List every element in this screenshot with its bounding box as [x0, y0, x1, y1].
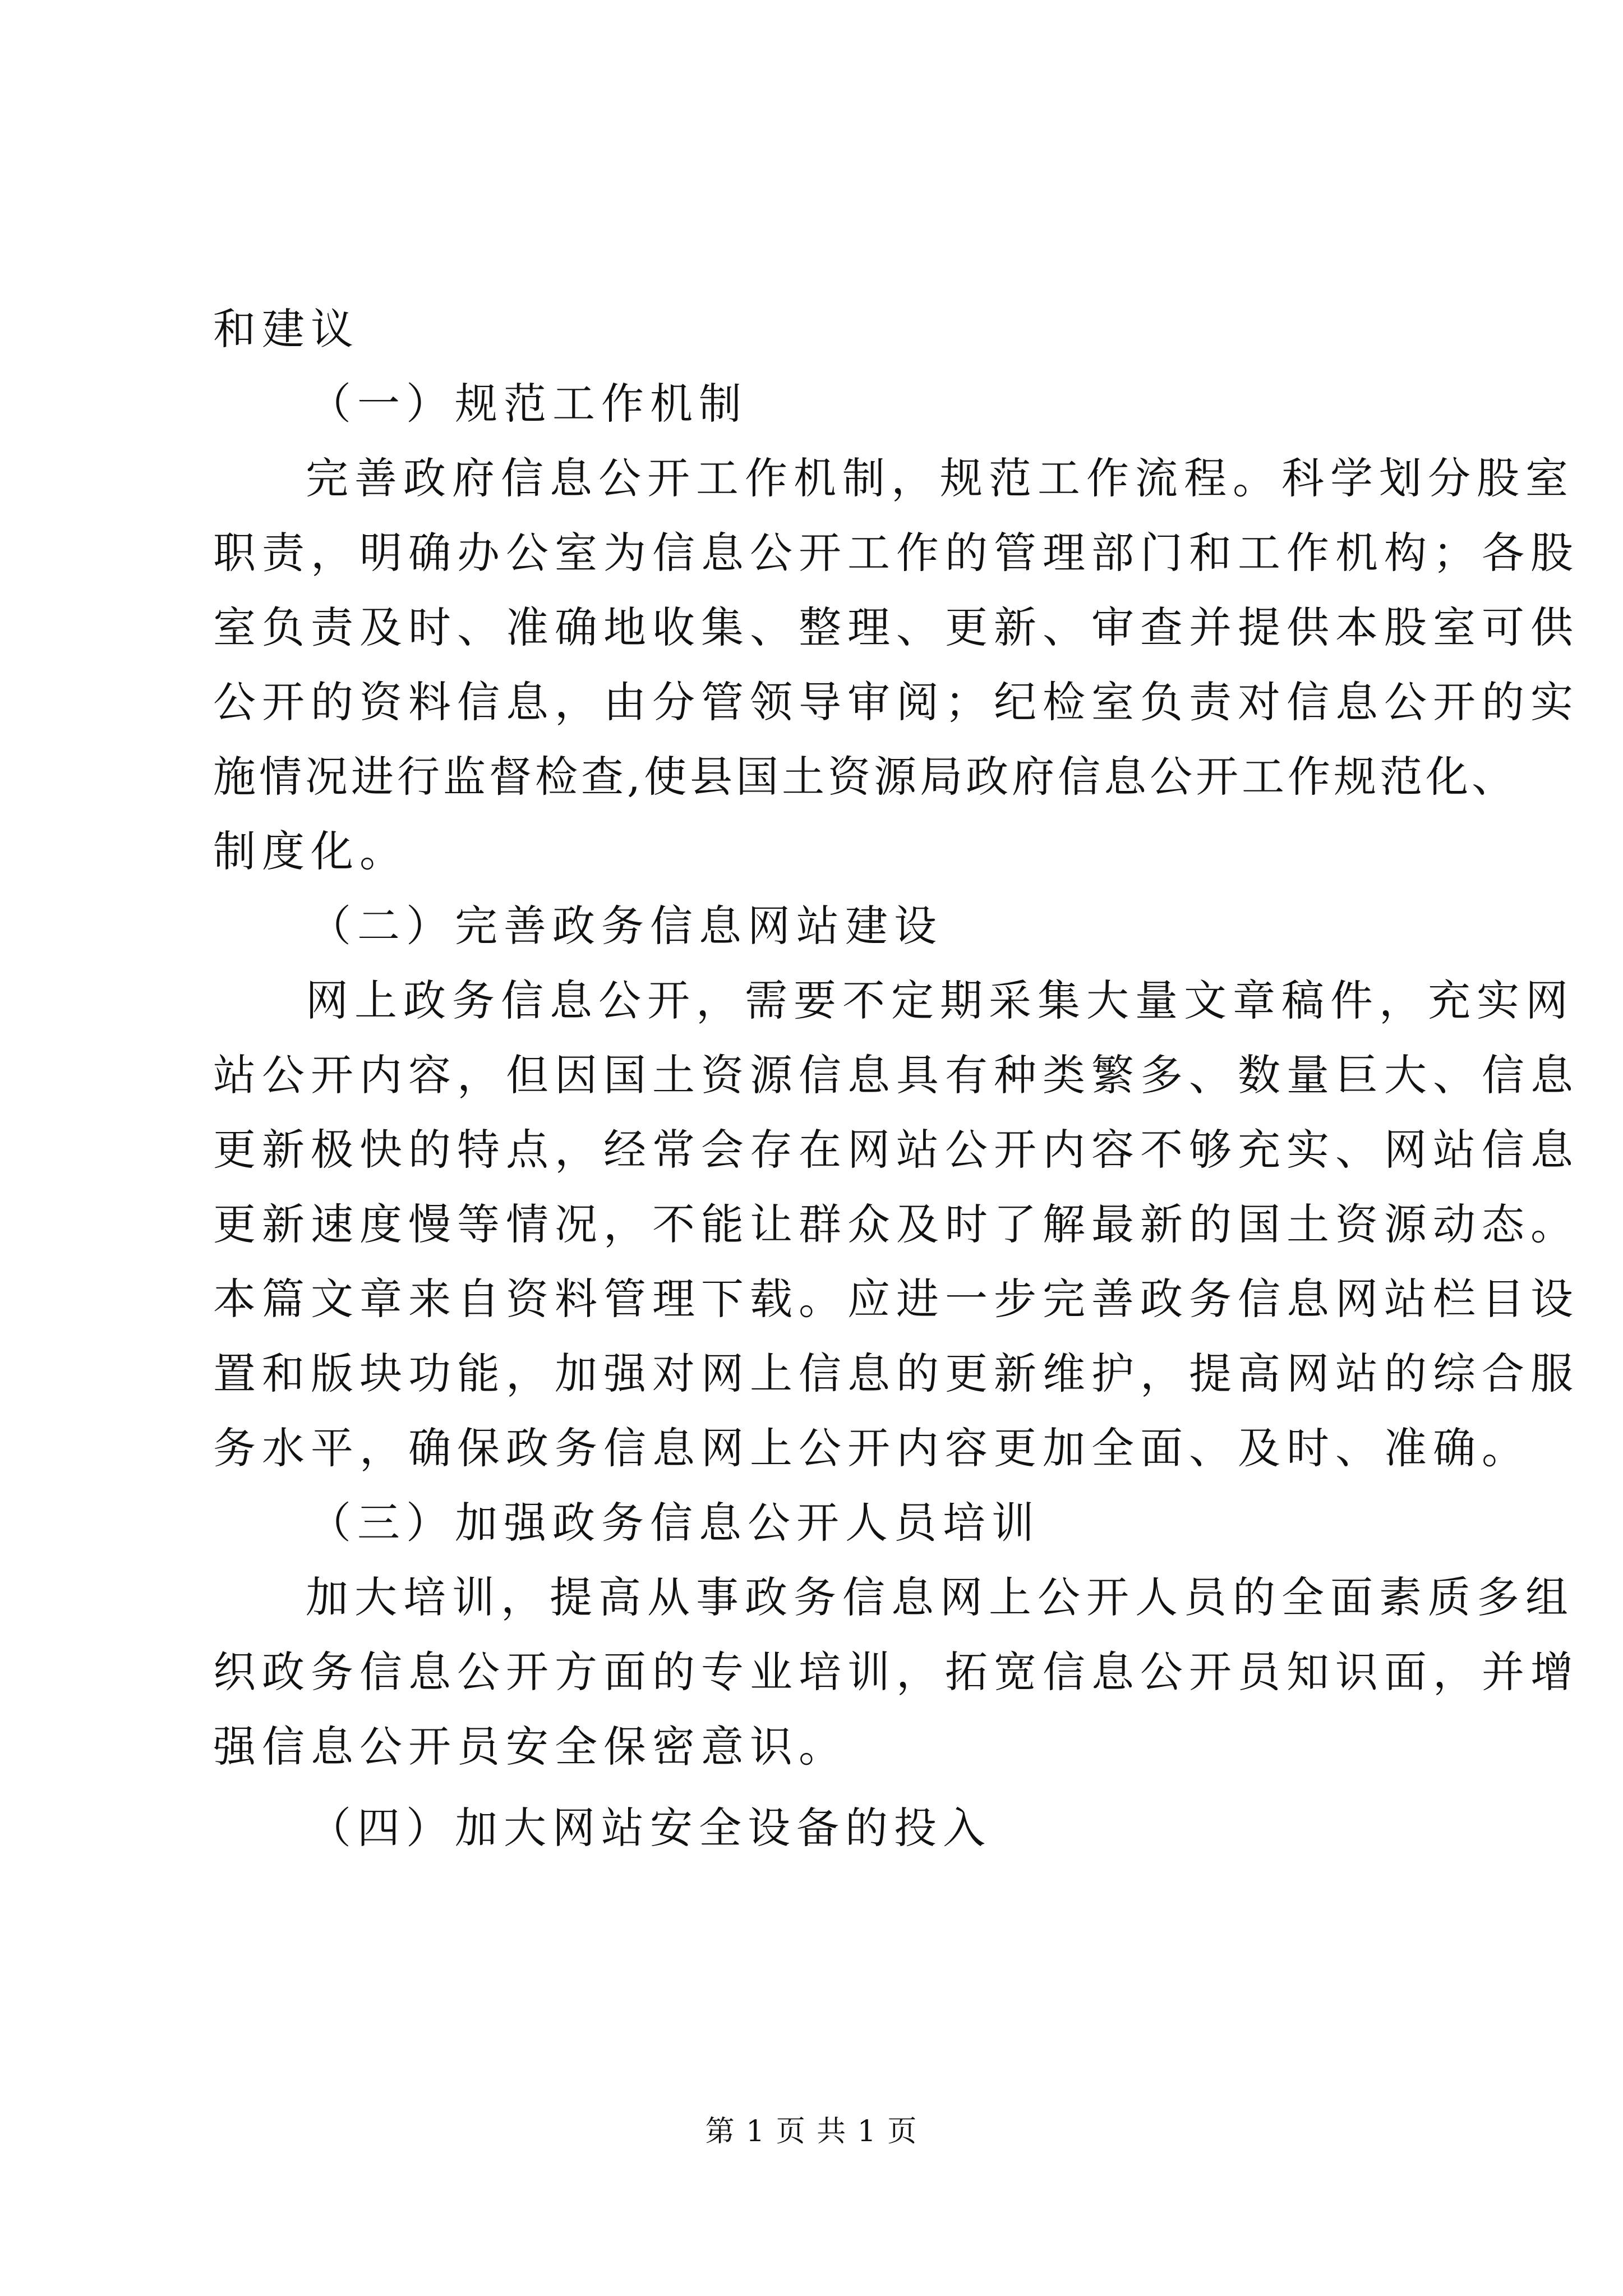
- section-heading-2: （二）完善政务信息网站建设: [308, 901, 943, 951]
- paragraph-line: 职责，明确办公室为信息公开工作的管理部门和工作机构；各股: [213, 528, 1579, 578]
- section-heading-4: （四）加大网站安全设备的投入: [308, 1803, 992, 1853]
- page-footer: 第 1 页 共 1 页: [705, 2115, 918, 2148]
- paragraph-line: 置和版块功能，加强对网上信息的更新维护，提高网站的综合服: [213, 1349, 1579, 1398]
- paragraph-line: 制度化。: [213, 826, 408, 876]
- paragraph-line: 施情况进行监督检查,使县国土资源局政府信息公开工作规范化、: [213, 752, 1518, 802]
- paragraph-line: 织政务信息公开方面的专业培训，拓宽信息公开员知识面，并增: [213, 1647, 1579, 1697]
- paragraph-line: 站公开内容，但因国土资源信息具有种类繁多、数量巨大、信息: [213, 1050, 1579, 1100]
- paragraph-line: 本篇文章来自资料管理下载。应进一步完善政务信息网站栏目设: [213, 1274, 1579, 1324]
- paragraph-line: 室负责及时、准确地收集、整理、更新、审查并提供本股室可供: [213, 602, 1579, 652]
- paragraph-line: 公开的资料信息，由分管领导审阅；纪检室负责对信息公开的实: [213, 677, 1579, 727]
- paragraph-line: 网上政务信息公开，需要不定期采集大量文章稿件，充实网: [306, 976, 1574, 1025]
- section-heading-3: （三）加强政务信息公开人员培训: [308, 1498, 1040, 1548]
- document-body: [213, 292, 1579, 1865]
- paragraph-line: 更新速度慢等情况，不能让群众及时了解最新的国土资源动态。: [213, 1199, 1579, 1249]
- paragraph-line: 更新极快的特点，经常会存在网站公开内容不够充实、网站信息: [213, 1125, 1579, 1175]
- paragraph-line: 强信息公开员安全保密意识。: [213, 1722, 847, 1772]
- paragraph-continuation: 和建议: [213, 304, 359, 354]
- paragraph-line: 加大培训，提高从事政务信息网上公开人员的全面素质多组: [306, 1572, 1574, 1622]
- paragraph-line: 完善政府信息公开工作机制，规范工作流程。科学划分股室: [306, 453, 1574, 503]
- section-heading-1: （一）规范工作机制: [308, 379, 748, 429]
- paragraph-line: 务水平，确保政务信息网上公开内容更加全面、及时、准确。: [213, 1423, 1530, 1473]
